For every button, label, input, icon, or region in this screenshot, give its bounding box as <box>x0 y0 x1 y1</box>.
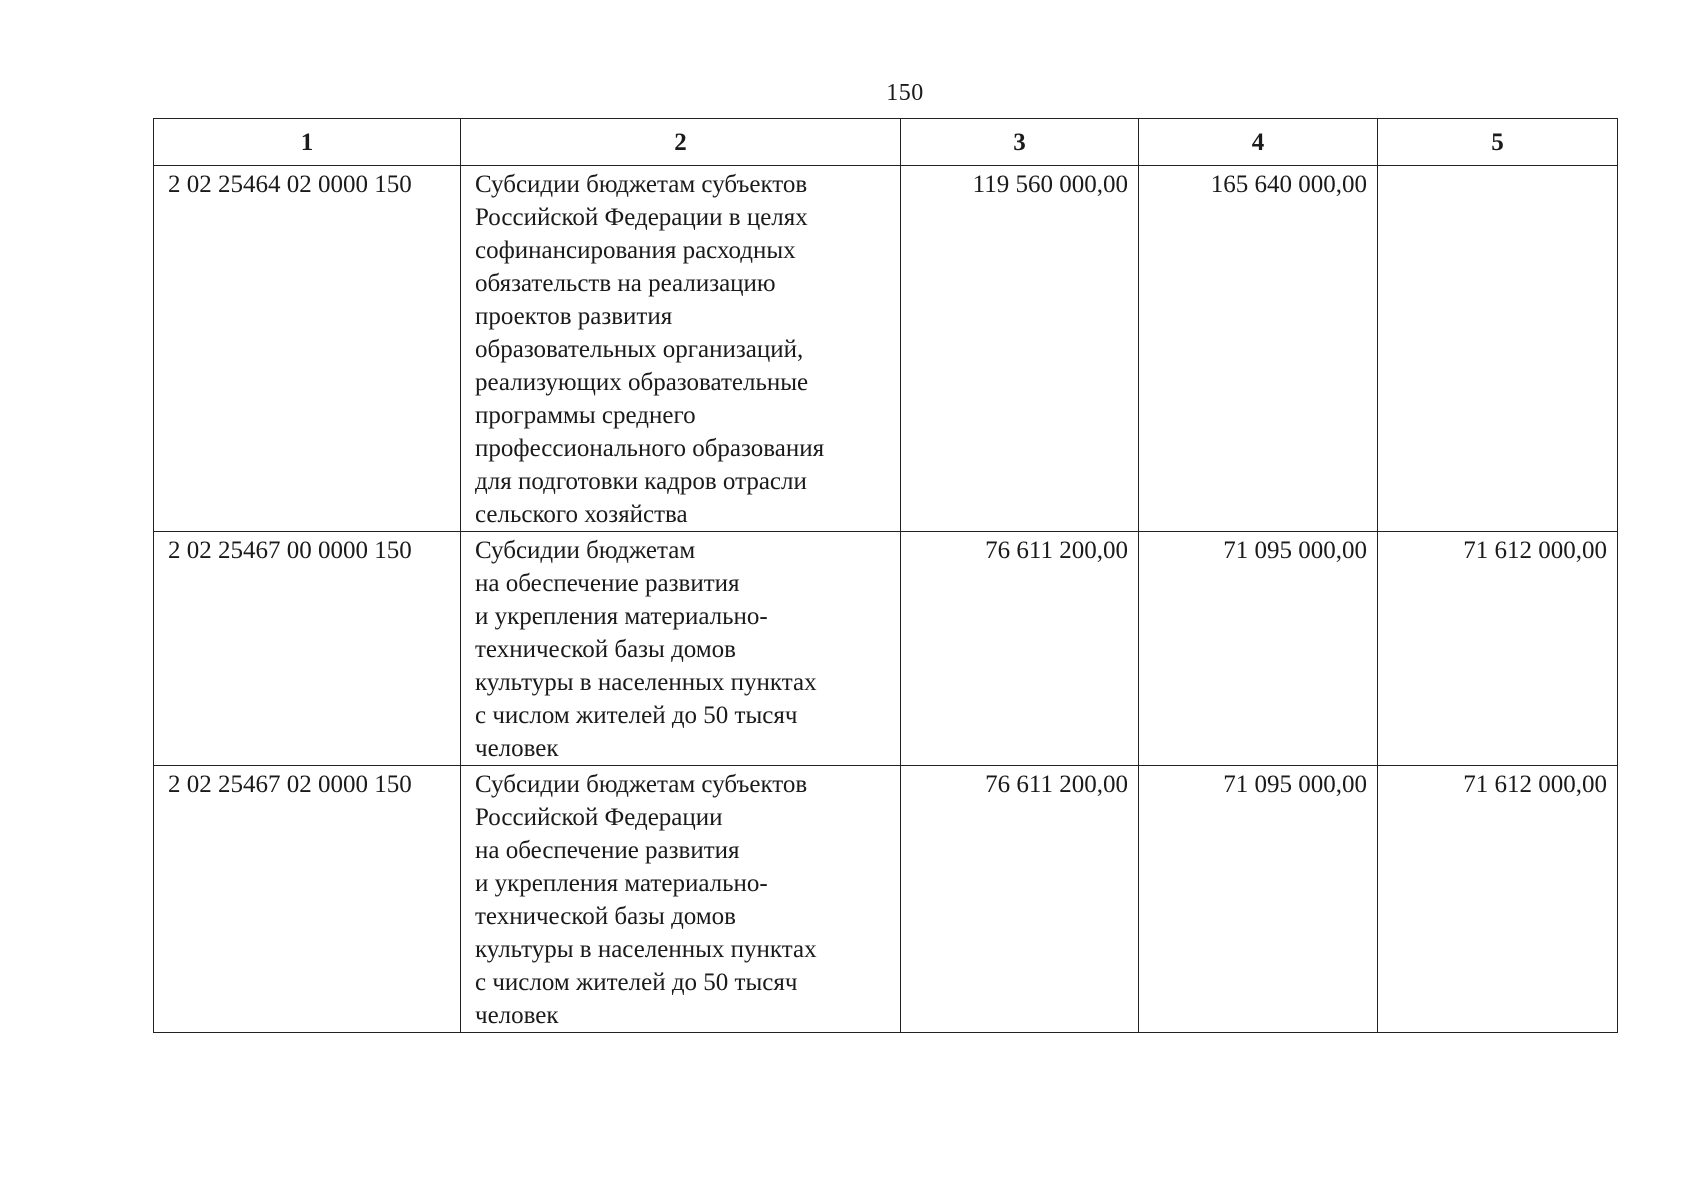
amount-col5-cell <box>1378 166 1618 532</box>
description-cell: Субсидии бюджетам субъектов Российской Федерации в целях софинансирования расходных обязательств на реализацию проектов развития образовательных организаций, реализующих образовательные программы среднего профессионального образования для подготовки кадров отрасли сельского хозяйства <box>461 166 901 532</box>
table-row <box>154 766 1618 1033</box>
table-header <box>154 119 1618 166</box>
amount-col5-cell: 71 612 000,00 <box>1378 766 1618 1033</box>
column-header-5: 5 <box>1378 119 1618 166</box>
amount-col3-cell: 76 611 200,00 <box>901 532 1139 766</box>
table-body <box>154 166 1618 1033</box>
column-header-4: 4 <box>1139 119 1378 166</box>
description-cell: Субсидии бюджетам на обеспечение развития и укрепления материально- технической базы домов культуры в населенных пунктах с числом жителей до 50 тысяч человек <box>461 532 901 766</box>
column-header-3: 3 <box>901 119 1139 166</box>
amount-col3-cell: 76 611 200,00 <box>901 766 1139 1033</box>
amount-col4-cell: 71 095 000,00 <box>1139 532 1378 766</box>
column-header-2: 2 <box>461 119 901 166</box>
description-cell: Субсидии бюджетам субъектов Российской Федерации на обеспечение развития и укрепления материально- технической базы домов культуры в населенных пунктах с числом жителей до 50 тысяч человек <box>461 766 901 1033</box>
budget-table <box>153 118 1618 1033</box>
header-row <box>154 119 1618 166</box>
budget-code-cell: 2 02 25467 00 0000 150 <box>154 532 461 766</box>
table-row <box>154 532 1618 766</box>
amount-col3-cell: 119 560 000,00 <box>901 166 1139 532</box>
column-header-1: 1 <box>154 119 461 166</box>
page-number: 150 <box>886 80 924 106</box>
budget-code-cell: 2 02 25464 02 0000 150 <box>154 166 461 532</box>
budget-code-cell: 2 02 25467 02 0000 150 <box>154 766 461 1033</box>
amount-col5-cell: 71 612 000,00 <box>1378 532 1618 766</box>
table-row <box>154 166 1618 532</box>
amount-col4-cell: 165 640 000,00 <box>1139 166 1378 532</box>
amount-col4-cell: 71 095 000,00 <box>1139 766 1378 1033</box>
